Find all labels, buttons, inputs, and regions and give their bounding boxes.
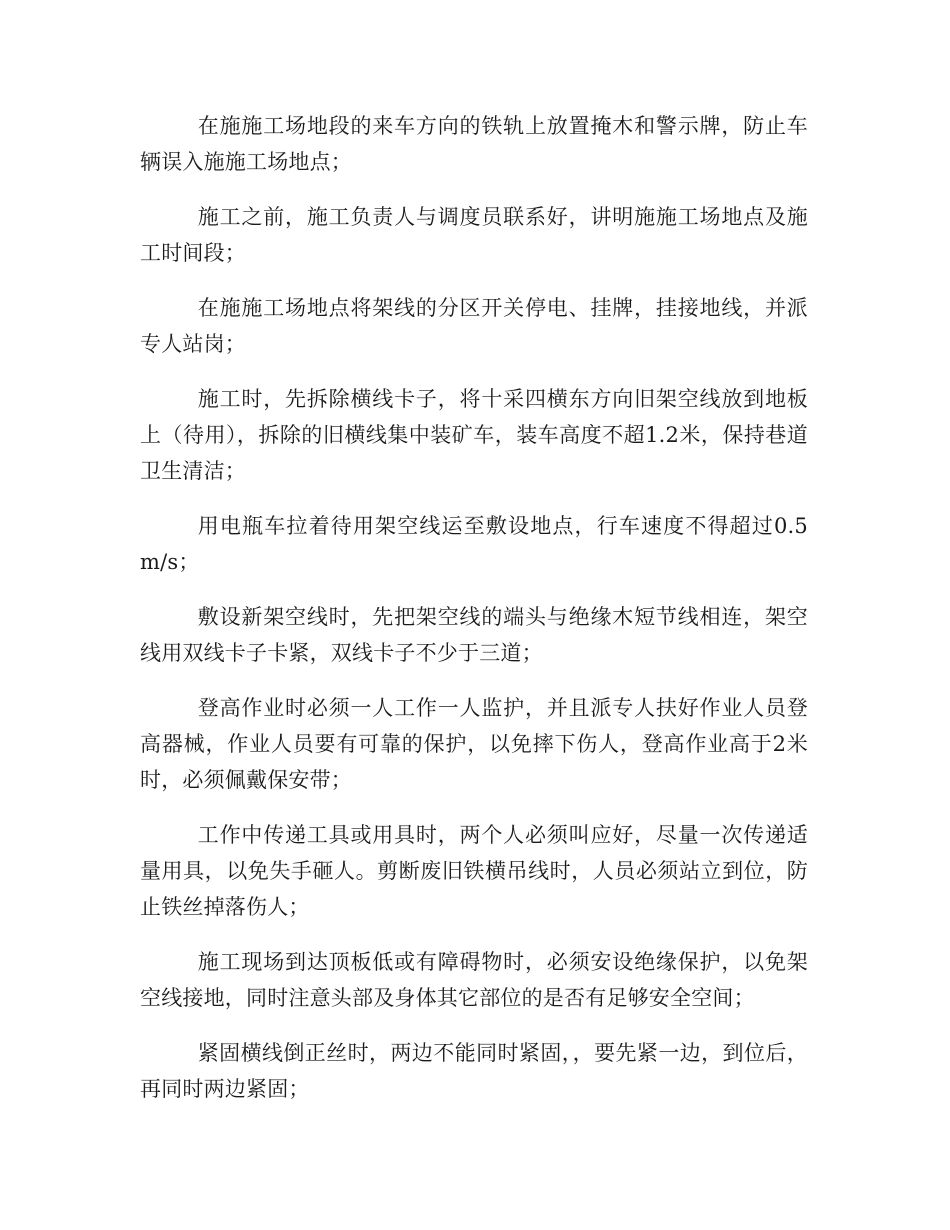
paragraph-10: 紧固横线倒正丝时，两边不能同时紧固，，要先紧一边，到位后，再同时两边紧固； (140, 1041, 808, 1101)
paragraph-9: 施工现场到达顶板低或有障碍物时，必须安设绝缘保护，以免架空线接地，同时注意头部及身体其它部位的是否有足够安全空间； (140, 950, 808, 1010)
paragraph-4: 施工时，先拆除横线卡子，将十采四横东方向旧架空线放到地板上（待用），拆除的旧横线集中装矿车，装车高度不超1.2米，保持巷道卫生清洁； (140, 387, 808, 483)
paragraph-3: 在施施工场地点将架线的分区开关停电、挂牌，挂接地线，并派专人站岗； (140, 296, 808, 356)
paragraph-2: 施工之前，施工负责人与调度员联系好，讲明施施工场地点及施工时间段； (140, 205, 808, 265)
paragraph-5: 用电瓶车拉着待用架空线运至敷设地点，行车速度不得超过0.5m/s； (140, 514, 808, 574)
paragraph-1: 在施施工场地段的来车方向的铁轨上放置掩木和警示牌，防止车辆误入施施工场地点； (140, 114, 808, 174)
document-body (140, 108, 808, 1126)
paragraph-8: 工作中传递工具或用具时，两个人必须叫应好，尽量一次传递适量用具，以免失手砸人。剪断废旧铁横吊线时，人员必须站立到位，防止铁丝掉落伤人； (140, 823, 808, 919)
paragraph-7: 登高作业时必须一人工作一人监护，并且派专人扶好作业人员登高器械，作业人员要有可靠的保护，以免摔下伤人，登高作业高于2米时，必须佩戴保安带； (140, 696, 808, 792)
paragraph-6: 敷设新架空线时，先把架空线的端头与绝缘木短节线相连，架空线用双线卡子卡紧，双线卡子不少于三道； (140, 605, 808, 665)
